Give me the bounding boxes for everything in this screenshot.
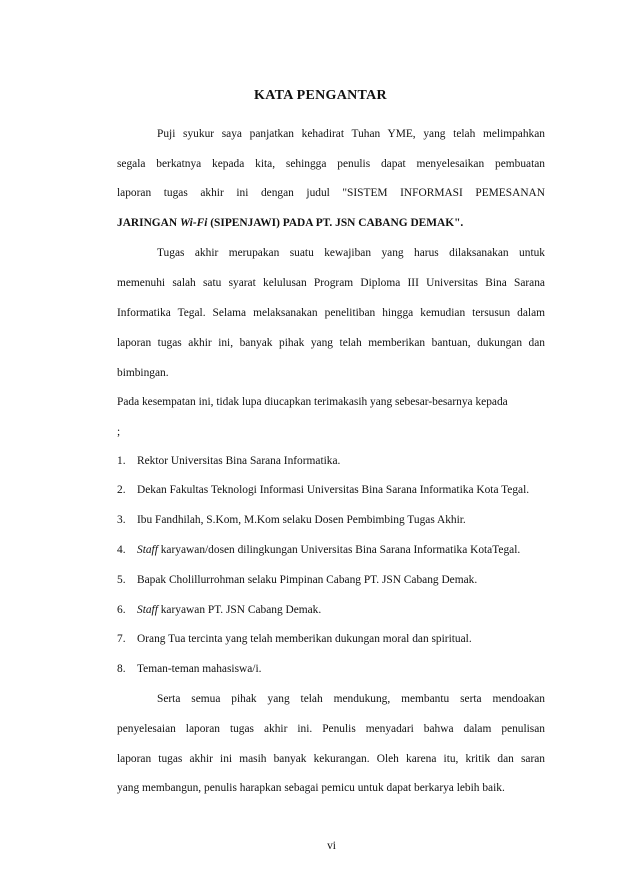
list-item-italic: Staff xyxy=(137,544,158,556)
paragraph-1-line-3: laporan tugas akhir ini dengan judul "SISTEM INFORMASI PEMESANAN xyxy=(117,187,545,199)
list-item xyxy=(117,603,321,617)
list-item-text: karyawan PT. JSN Cabang Demak. xyxy=(157,604,322,616)
list-item-italic: Staff xyxy=(137,604,158,616)
list-item-text: Orang Tua tercinta yang telah memberikan dukungan moral dan spiritual. xyxy=(137,633,472,645)
list-item-number: 6. xyxy=(117,604,126,616)
paragraph-2-line-4: laporan tugas akhir ini, banyak pihak yang telah memberikan bantuan, dukungan dan xyxy=(117,337,545,349)
paragraph-2-line-1: Tugas akhir merupakan suatu kewajiban yang harus dilaksanakan untuk xyxy=(157,247,545,259)
paragraph-2-line-3: Informatika Tegal. Selama melaksanakan penelitiban hingga kemudian tersusun dalam xyxy=(117,307,545,319)
list-item-text: Teman-teman mahasiswa/i. xyxy=(137,663,262,675)
paragraph-1-line-4-start: JARINGAN xyxy=(117,217,180,229)
list-item-text: Rektor Universitas Bina Sarana Informatika. xyxy=(137,455,341,467)
list-item-number: 5. xyxy=(117,574,126,586)
page-title: KATA PENGANTAR xyxy=(254,88,387,103)
paragraph-1-line-2: segala berkatnya kepada kita, sehingga penulis dapat menyelesaikan pembuatan xyxy=(117,158,545,170)
list-item xyxy=(117,573,477,587)
paragraph-2-line-5: bimbingan. xyxy=(117,367,169,379)
page-number: vi xyxy=(327,840,336,852)
paragraph-3-line-4: yang membangun, penulis harapkan sebagai pemicu untuk dapat berkarya lebih baik. xyxy=(117,782,505,794)
list-item xyxy=(117,483,529,497)
list-item-text: Bapak Cholillurrohman selaku Pimpinan Cabang PT. JSN Cabang Demak. xyxy=(137,574,478,586)
list-item-number: 2. xyxy=(117,484,126,496)
paragraph-3-line-1: Serta semua pihak yang telah mendukung, membantu serta mendoakan xyxy=(157,693,545,705)
thanks-intro-line-2: ; xyxy=(117,426,121,438)
paragraph-3-line-2: penyelesaian laporan tugas akhir ini. Penulis menyadari bahwa dalam penulisan xyxy=(117,723,545,735)
list-item xyxy=(117,454,340,468)
paragraph-2-line-2: memenuhi salah satu syarat kelulusan Program Diploma III Universitas Bina Sarana xyxy=(117,277,545,289)
list-item-text: Ibu Fandhilah, S.Kom, M.Kom selaku Dosen Pembimbing Tugas Akhir. xyxy=(137,514,466,526)
paragraph-1-line-4 xyxy=(117,216,545,230)
thanks-intro-line-1: Pada kesempatan ini, tidak lupa diucapkan terimakasih yang sebesar-besarnya kepada xyxy=(117,396,508,408)
list-item xyxy=(117,632,472,646)
list-item-number: 7. xyxy=(117,633,126,645)
list-item-text: Dekan Fakultas Teknologi Informasi Universitas Bina Sarana Informatika Kota Tegal. xyxy=(137,484,530,496)
list-item-number: 1. xyxy=(117,455,126,467)
list-item-number: 4. xyxy=(117,544,126,556)
paragraph-1-line-1: Puji syukur saya panjatkan kehadirat Tuhan YME, yang telah melimpahkan xyxy=(157,128,545,140)
paragraph-3-line-3: laporan tugas akhir ini masih banyak kekurangan. Oleh karena itu, kritik dan saran xyxy=(117,753,545,765)
list-item-number: 8. xyxy=(117,663,126,675)
wifi-italic-term: Wi-Fi xyxy=(179,217,208,229)
list-item xyxy=(117,543,520,557)
list-item-text: karyawan/dosen dilingkungan Universitas Bina Sarana Informatika KotaTegal. xyxy=(157,544,521,556)
paragraph-1-line-4-end: (SIPENJAWI) PADA PT. JSN CABANG DEMAK". xyxy=(207,217,464,229)
list-item xyxy=(117,513,466,527)
list-item-number: 3. xyxy=(117,514,126,526)
list-item xyxy=(117,662,261,676)
